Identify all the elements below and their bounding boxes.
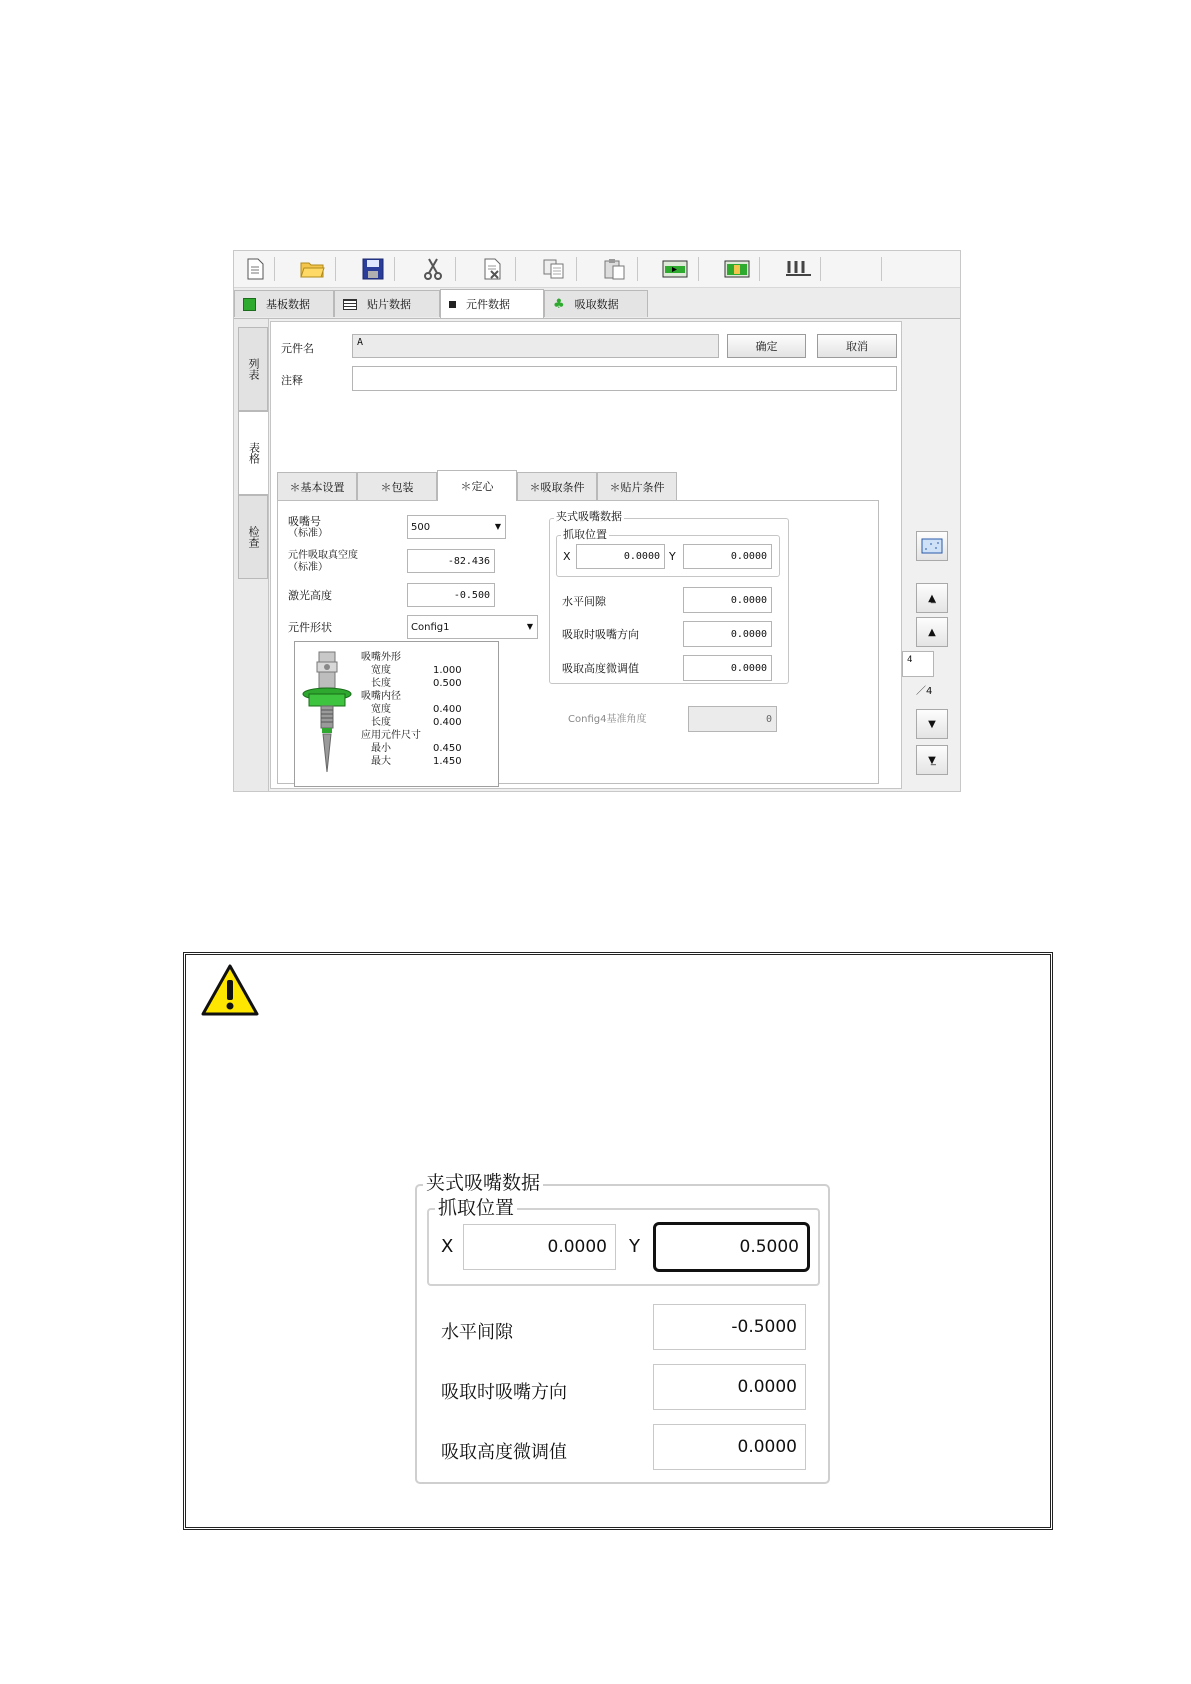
subtab-centering[interactable]: ＊定心	[437, 470, 517, 501]
comment-field[interactable]	[352, 366, 897, 391]
part-data-panel	[270, 321, 902, 789]
new-file-icon[interactable]	[242, 257, 268, 281]
vacuum-field[interactable]: -82.436	[407, 549, 495, 573]
image-view-button[interactable]	[916, 531, 948, 561]
cut-icon[interactable]	[420, 257, 446, 281]
part-name-label: 元件名	[281, 342, 314, 355]
chevron-down-icon: ▼	[494, 522, 501, 531]
outer-width-value: 1.000	[433, 665, 462, 676]
subtab-package[interactable]: ＊包装	[357, 472, 437, 500]
x-label: X	[563, 550, 571, 563]
tab-part-data[interactable]	[440, 289, 544, 318]
zoom-height-label: 吸取高度微调值	[441, 1442, 567, 1463]
centering-panel	[277, 500, 879, 784]
up-icon: ▲	[928, 626, 936, 638]
record-index-field[interactable]: 4	[902, 651, 934, 677]
main-tabbar	[234, 288, 960, 319]
part-shape-combo[interactable]	[407, 615, 538, 639]
outer-length-value: 0.500	[433, 678, 462, 689]
config-angle-label: Config4基准角度	[568, 714, 647, 725]
vacuum-label: 元件吸取真空度	[288, 550, 358, 561]
pick-x-field[interactable]: 0.0000	[576, 544, 665, 569]
record-total: ／4	[916, 686, 933, 697]
laser-height-field[interactable]: -0.500	[407, 583, 495, 607]
pick-position-title: 抓取位置	[563, 528, 607, 541]
side-tab-label: 表格	[247, 442, 261, 464]
first-icon: ▲̲	[928, 592, 936, 604]
tab-label: 元件数据	[466, 298, 510, 311]
nozzle-set-icon[interactable]	[785, 257, 811, 281]
next-record-button[interactable]	[916, 709, 948, 739]
warning-icon	[200, 963, 260, 1017]
outer-length-label: 长度	[371, 678, 391, 689]
part-shape-label: 元件形状	[288, 621, 332, 634]
side-tab-label: 检查	[247, 526, 260, 548]
app-window	[233, 250, 961, 792]
zoom-gap-label: 水平间隙	[441, 1322, 513, 1343]
gripper-zoom-panel	[415, 1172, 830, 1484]
subtab-place-condition[interactable]: ＊贴片条件	[597, 472, 677, 500]
nozzle-image-icon	[299, 650, 355, 776]
nozzle-sub-label: （标准）	[288, 528, 328, 539]
zoom-height-field[interactable]: 0.0000	[653, 1424, 806, 1470]
zoom-pick-title: 抓取位置	[435, 1197, 517, 1219]
pick-height-field[interactable]: 0.0000	[683, 655, 772, 681]
pick-up-icon: ♣	[553, 296, 565, 312]
down-icon: ▼	[928, 718, 936, 730]
cancel-button[interactable]: 取消	[817, 334, 897, 358]
chip-icon	[449, 301, 456, 308]
zoom-x-label: X	[441, 1236, 454, 1257]
green-square-icon	[243, 298, 256, 311]
zoom-direction-field[interactable]: 0.0000	[653, 1364, 806, 1410]
prev-record-button[interactable]	[916, 617, 948, 647]
nozzle-direction-field[interactable]: 0.0000	[683, 621, 772, 647]
nozzle-direction-label: 吸取时吸嘴方向	[562, 628, 639, 641]
max-value: 1.450	[433, 756, 462, 767]
tab-label: 吸取数据	[574, 298, 619, 311]
shape-value: Config1	[411, 621, 450, 633]
min-value: 0.450	[433, 743, 462, 754]
copy-icon[interactable]	[541, 257, 567, 281]
y-label: Y	[669, 550, 676, 563]
zoom-gap-field[interactable]: -0.5000	[653, 1304, 806, 1350]
min-label: 最小	[371, 743, 391, 754]
list-icon	[343, 299, 357, 310]
nozzle-value: 500	[411, 521, 431, 533]
first-record-button[interactable]	[916, 583, 948, 613]
side-tab-label: 列表	[247, 358, 260, 380]
max-label: 最大	[371, 756, 391, 767]
zoom-direction-label: 吸取时吸嘴方向	[441, 1382, 567, 1403]
side-tabbar	[234, 319, 269, 791]
config-angle-field: 0	[688, 706, 777, 732]
zoom-pick-x-field[interactable]: 0.0000	[463, 1224, 616, 1270]
outer-width-label: 宽度	[371, 665, 391, 676]
tab-pick-data[interactable]	[544, 290, 648, 317]
nozzle-info-box	[294, 641, 499, 787]
zoom-pick-group	[427, 1197, 820, 1286]
paste-icon[interactable]	[602, 257, 628, 281]
delete-doc-icon[interactable]	[480, 257, 506, 281]
run-icon[interactable]	[662, 257, 688, 281]
gripper-group	[549, 510, 789, 684]
tab-board-data[interactable]	[234, 290, 334, 317]
side-tab-check[interactable]	[238, 495, 268, 579]
inner-width-value: 0.400	[433, 704, 462, 715]
comment-label: 注释	[281, 374, 303, 387]
laser-height-label: 激光高度	[288, 589, 332, 602]
board-icon[interactable]	[724, 257, 750, 281]
gripper-group-title: 夹式吸嘴数据	[556, 510, 622, 523]
open-folder-icon[interactable]	[300, 257, 326, 281]
tab-placement-data[interactable]	[334, 290, 440, 317]
ok-button[interactable]: 确定	[727, 334, 806, 358]
subtab-pick-condition[interactable]: ＊吸取条件	[517, 472, 597, 500]
zoom-pick-y-field[interactable]: 0.5000	[653, 1222, 810, 1272]
inner-width-label: 宽度	[371, 704, 391, 715]
zoom-group-title: 夹式吸嘴数据	[423, 1172, 543, 1194]
inner-length-label: 长度	[371, 717, 391, 728]
image-icon	[921, 538, 943, 554]
side-tab-table[interactable]	[238, 411, 268, 495]
tab-label: 基板数据	[266, 298, 310, 311]
applicable-size-label: 应用元件尺寸	[361, 730, 421, 741]
nozzle-outer-label: 吸嘴外形	[361, 652, 401, 663]
horizontal-gap-label: 水平间隙	[562, 595, 606, 608]
pick-height-label: 吸取高度微调值	[562, 662, 639, 675]
subtab-basic[interactable]: ＊基本设置	[277, 472, 357, 500]
caution-box	[183, 952, 1053, 1530]
pick-y-field[interactable]: 0.0000	[683, 544, 772, 569]
last-record-button[interactable]	[916, 745, 948, 775]
toolbar	[234, 251, 960, 288]
nozzle-combo[interactable]	[407, 515, 506, 539]
save-icon[interactable]	[360, 257, 386, 281]
side-tab-list[interactable]	[238, 327, 268, 411]
vacuum-sub-label: （标准）	[288, 562, 328, 573]
tab-label: 贴片数据	[367, 298, 411, 311]
nozzle-label: 吸嘴号	[288, 515, 321, 528]
zoom-y-label: Y	[629, 1236, 640, 1257]
part-name-field[interactable]: A	[352, 334, 719, 358]
inner-length-value: 0.400	[433, 717, 462, 728]
horizontal-gap-field[interactable]: 0.0000	[683, 587, 772, 613]
last-icon: ▼̲	[928, 754, 936, 766]
chevron-down-icon: ▼	[526, 622, 533, 631]
record-navigator	[902, 321, 958, 787]
pick-position-group	[556, 528, 780, 577]
nozzle-inner-label: 吸嘴内径	[361, 691, 401, 702]
